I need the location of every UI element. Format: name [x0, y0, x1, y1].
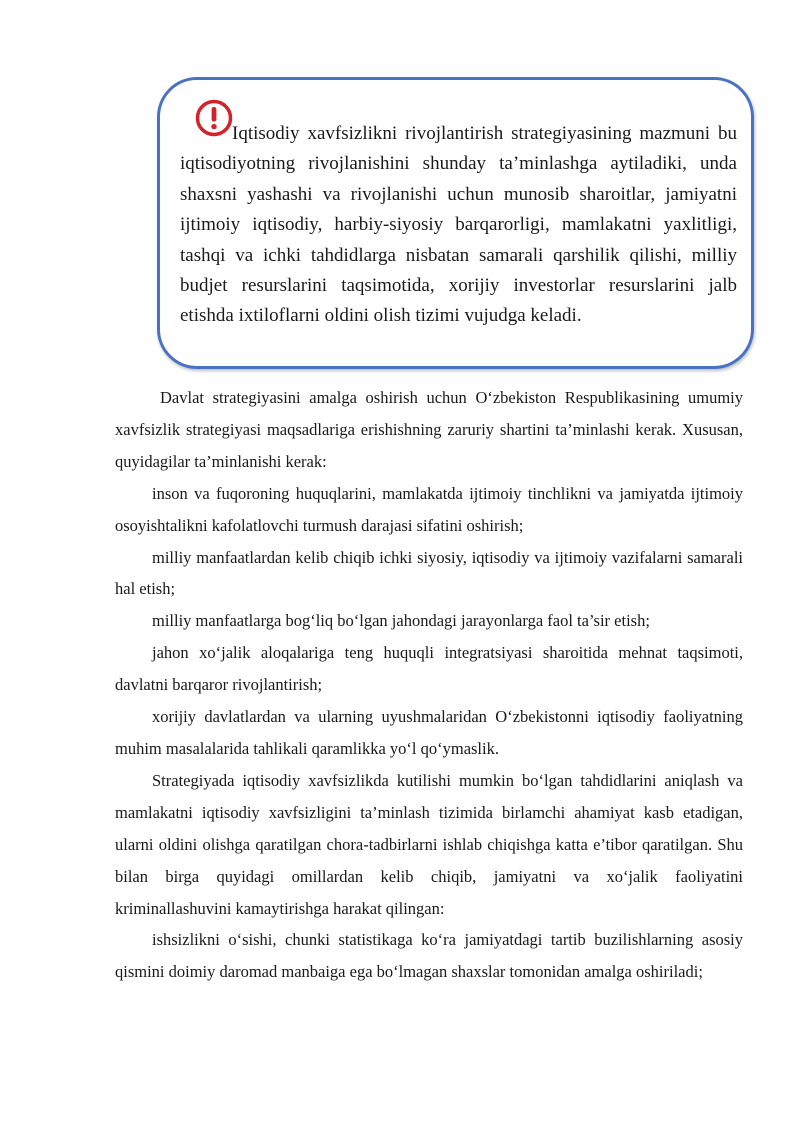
list-item-paragraph: xorijiy davlatlardan va ularning uyushmalaridan O‘zbekistonni iqtisodiy faoliyatning muhim masalalarida tahlikali qaramlikka yo‘l qo‘ymaslik. — [115, 707, 743, 758]
list-item-paragraph: milliy manfaatlarga bog‘liq bo‘lgan jahondagi jarayonlarga faol ta’sir etish; — [152, 611, 650, 631]
list-item-paragraph: ishsizlikni o‘sishi, chunki statistikaga ko‘ra jamiyatdagi tartib buzilishlarning asosiy qismini doimiy daromad manbaiga ega bo‘lmagan shaxslar tomonidan amalga oshiriladi; — [115, 930, 743, 982]
list-item-paragraph: inson va fuqoroning huquqlarini, mamlakatda ijtimoiy tinchlikni va jamiyatda ijtimoiy osoyishtalikni kafolatlovchi turmush darajasi sifatini oshirish; — [115, 483, 743, 535]
callout-text: Iqtisodiy xavfsizlikni rivojlantirish strategiyasining mazmuni bu iqtisodiyotning rivojlanishini shunday ta’minlashga aytiladiki, unda shaxsni yashashi va rivojlanishi uchun munosib sharoitlar, jamiyatni ijtimoiy iqtisodiy, harbiy-siyosiy barqarorligi, mamlakatni yaxlitligi, tashqi va ichki tahdidlarga nisbatan samarali qarshilik qilishi, milliy budjet resurslarini taqsimotida, xorijiy investorlar resurslarini jalb etishda ixtiloflarni oldini olish tizimi vujudga keladi. — [180, 123, 737, 327]
paragraph: Strategiyada iqtisodiy xavfsizlikda kutilishi mumkin bo‘lgan tahdidlarini aniqlash va mamlakatni iqtisodiy xavfsizligini ta’minlash tizimida birlamchi ahamiyat kasb etadigan, ularni oldini olishga qaratilgan chora-tadbirlarni ishlab chiqishga katta e’tibor qaratilgan. Shu bilan birga quyidagi omillardan kelib chiqib, jamiyatni va xo‘jalik faoliyatini kriminallashuvini kamaytirishga harakat qilingan: — [115, 770, 743, 918]
list-item-paragraph: jahon xo‘jalik aloqalariga teng huquqli integratsiyasi sharoitida mehnat taqsimoti, davlatni barqaror rivojlantirish; — [115, 643, 743, 695]
list-item-paragraph: milliy manfaatlardan kelib chiqib ichki siyosiy, iqtisodiy va ijtimoiy vazifalarni samarali hal etish; — [115, 547, 743, 599]
callout-box — [157, 77, 754, 369]
paragraph: Davlat strategiyasini amalga oshirish uchun O‘zbekiston Respublikasining umumiy xavfsizlik strategiyasi maqsadlariga erishishning zaruriy shartini ta’minlashi kerak. Xususan, quyidagilar ta’minlanishi kerak: — [115, 388, 743, 471]
document-body — [115, 382, 743, 988]
